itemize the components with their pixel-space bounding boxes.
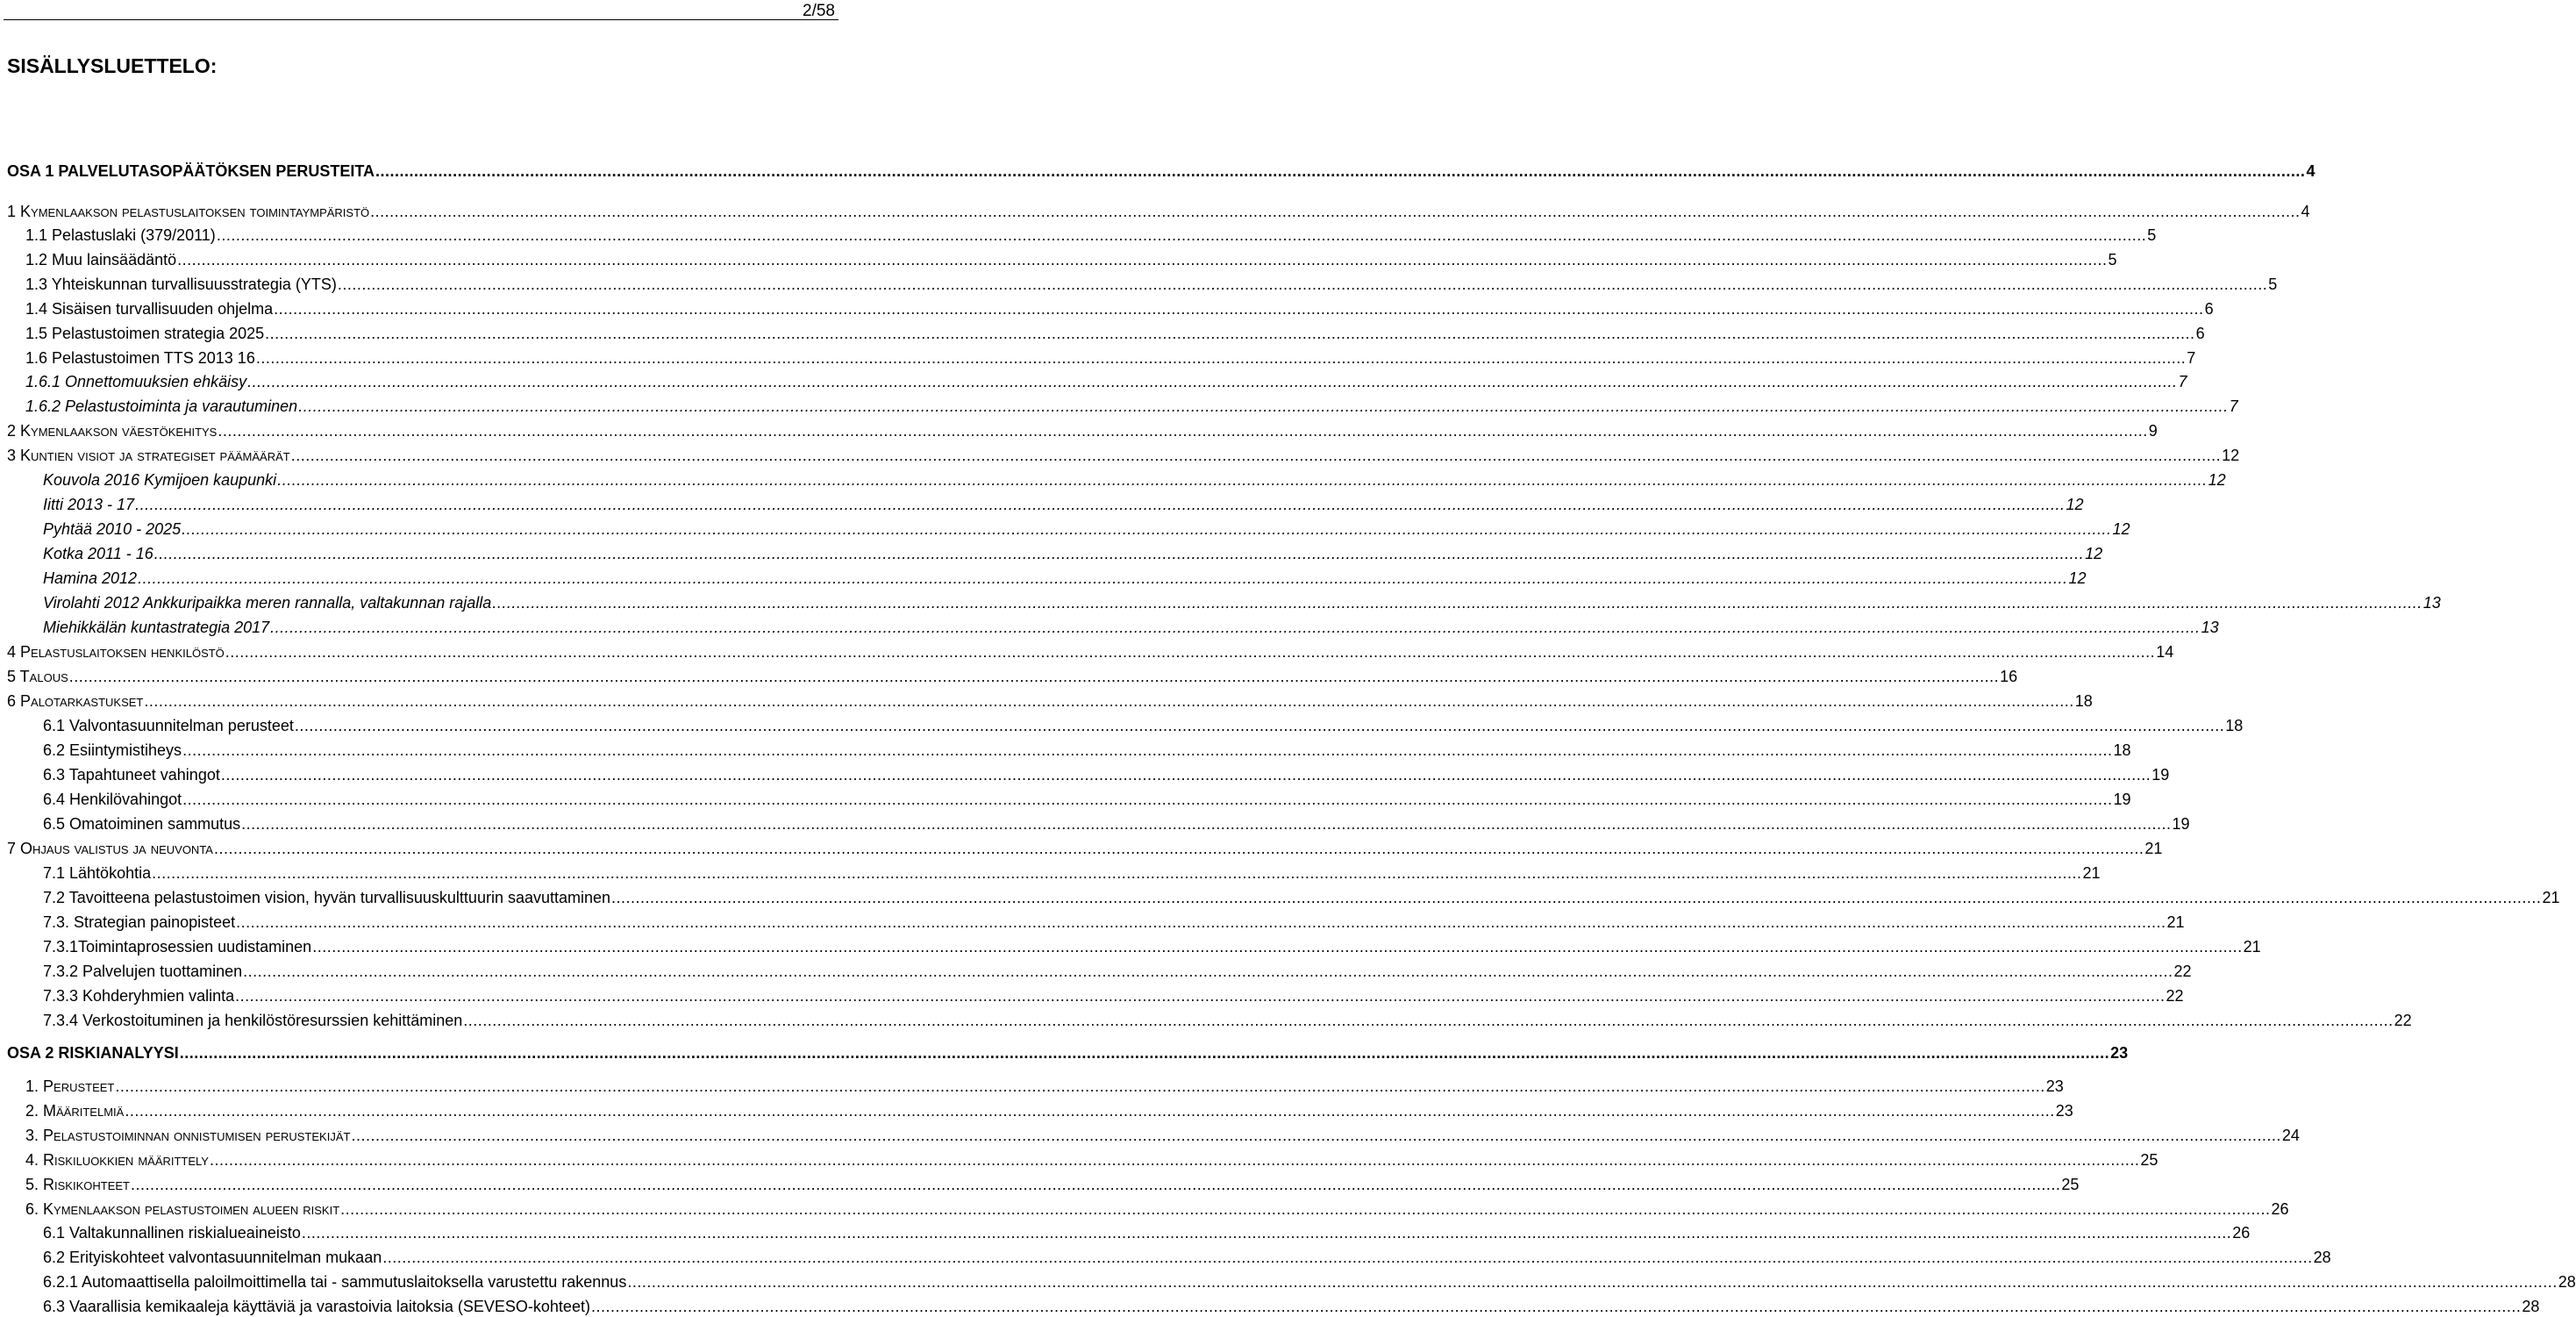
toc-entry[interactable] <box>0 1010 2412 1031</box>
toc-entry[interactable] <box>0 1042 2129 1063</box>
toc-entry-label: 4 Pelastuslaitoksen henkilöstö <box>7 643 225 661</box>
dot-leader: ................................................................................................................................................................................................................................................................................................................................................................................................................ <box>115 1077 2045 1095</box>
toc-entry-page: 18 <box>2113 741 2131 759</box>
toc-entry-label: 7.3.4 Verkostoituminen ja henkilöstöresurssien kehittäminen <box>43 1012 463 1029</box>
toc-entry[interactable] <box>0 494 2084 515</box>
toc-entry-page: 25 <box>2140 1151 2159 1169</box>
page-number: 2/58 <box>803 2 835 20</box>
toc-entry[interactable] <box>0 1076 2064 1097</box>
toc-entry-page: 5 <box>2268 276 2278 293</box>
toc-entry-page: 13 <box>2423 594 2441 612</box>
dot-leader: ................................................................................................................................................................................................................................................................................................................................................................................................................ <box>213 840 2144 857</box>
toc-entry[interactable] <box>0 617 2219 638</box>
toc-entry-page: 12 <box>2208 471 2226 489</box>
toc-entry[interactable] <box>0 764 2170 785</box>
dot-leader: ................................................................................................................................................................................................................................................................................................................................................................................................................ <box>382 1249 2313 1266</box>
toc-entry-page: 23 <box>2055 1102 2073 1120</box>
toc-entry-label: Iitti 2013 - 17 <box>43 496 135 513</box>
dot-leader: ................................................................................................................................................................................................................................................................................................................................................................................................................ <box>340 1200 2271 1218</box>
toc-entry-page: 28 <box>2522 1298 2540 1315</box>
toc-entry-page: 21 <box>2166 913 2185 931</box>
toc-entry-label: 6.4 Henkilövahingot <box>43 791 182 808</box>
dot-leader: ................................................................................................................................................................................................................................................................................................................................................................................................................ <box>177 251 2108 268</box>
toc-entry-page: 21 <box>2542 889 2560 906</box>
toc-entry[interactable] <box>0 1222 2251 1243</box>
toc-entry-label: 6.3 Vaarallisia kemikaaleja käyttäviä ja varastoivia laitoksia (SEVESO-kohteet) <box>43 1298 590 1315</box>
dot-leader: ................................................................................................................................................................................................................................................................................................................................................................................................................ <box>270 619 2201 636</box>
toc-entry-page: 26 <box>2271 1200 2289 1218</box>
header-rule <box>4 19 838 20</box>
dot-leader: ................................................................................................................................................................................................................................................................................................................................................................................................................ <box>235 987 2166 1005</box>
toc-entry-page: 18 <box>2074 692 2093 710</box>
toc-entry[interactable] <box>0 323 2205 344</box>
toc-entry-label: 5. Riskikohteet <box>25 1176 130 1193</box>
toc-entry-label: 1. Perusteet <box>25 1077 115 1095</box>
dot-leader: ................................................................................................................................................................................................................................................................................................................................................................................................................ <box>590 1298 2522 1315</box>
toc-entry[interactable] <box>0 469 2226 490</box>
toc-entry[interactable] <box>0 912 2185 933</box>
toc-entry-page: 23 <box>2045 1077 2064 1095</box>
toc-entry-label: 7.3.2 Palvelujen tuottaminen <box>43 963 243 980</box>
toc-entry-page: 5 <box>2147 226 2157 244</box>
toc-entry[interactable] <box>0 161 2316 182</box>
toc-entry[interactable] <box>0 568 2087 589</box>
toc-entry[interactable] <box>0 887 2560 908</box>
dot-leader: ................................................................................................................................................................................................................................................................................................................................................................................................................ <box>255 349 2187 367</box>
toc-entry-label: 6.2 Esiintymistiheys <box>43 741 182 759</box>
toc-entry-page: 21 <box>2082 864 2101 882</box>
dot-leader: ................................................................................................................................................................................................................................................................................................................................................................................................................ <box>241 815 2172 833</box>
toc-entry-page: 28 <box>2313 1249 2331 1266</box>
dot-leader: ................................................................................................................................................................................................................................................................................................................................................................................................................ <box>370 203 2301 220</box>
toc-entry[interactable] <box>0 985 2184 1006</box>
toc-entry-label: 3. Pelastustoiminnan onnistumisen perustekijät <box>25 1127 351 1144</box>
dot-leader: ................................................................................................................................................................................................................................................................................................................................................................................................................ <box>294 717 2225 734</box>
toc-entry-label: Kouvola 2016 Kymijoen kaupunki <box>43 471 277 489</box>
dot-leader: ................................................................................................................................................................................................................................................................................................................................................................................................................ <box>125 1102 2055 1120</box>
toc-entry-page: 12 <box>2068 569 2087 587</box>
toc-entry-label: 3 Kuntien visiot ja strategiset päämäärät <box>7 447 290 464</box>
toc-entry-label: 7 Ohjaus valistus ja neuvonta <box>7 840 213 857</box>
toc-entry[interactable] <box>0 249 2117 270</box>
toc-entry-label: 1 Kymenlaakson pelastuslaitoksen toimintaympäristö <box>7 203 370 220</box>
toc-entry-page: 5 <box>2108 251 2117 268</box>
toc-entry-page: 13 <box>2201 619 2219 636</box>
toc-entry-page: 12 <box>2085 545 2103 562</box>
toc-entry-label: 4. Riskiluokkien määrittely <box>25 1151 209 1169</box>
toc-entry-label: 7.3.1Toimintaprosessien uudistaminen <box>43 938 312 956</box>
toc-entry[interactable] <box>0 445 2240 466</box>
dot-leader: ................................................................................................................................................................................................................................................................................................................................................................................................................ <box>182 791 2113 808</box>
toc-entry[interactable] <box>0 789 2131 810</box>
toc-entry[interactable] <box>0 1125 2300 1146</box>
dot-leader: ................................................................................................................................................................................................................................................................................................................................................................................................................ <box>337 276 2268 293</box>
dot-leader: ................................................................................................................................................................................................................................................................................................................................................................................................................ <box>144 692 2074 710</box>
dot-leader: ................................................................................................................................................................................................................................................................................................................................................................................................................ <box>182 741 2113 759</box>
dot-leader: ................................................................................................................................................................................................................................................................................................................................................................................................................ <box>492 594 2423 612</box>
toc-entry-label: 6.1 Valvontasuunnitelman perusteet <box>43 717 294 734</box>
toc-entry[interactable] <box>0 961 2192 982</box>
dot-leader: ................................................................................................................................................................................................................................................................................................................................................................................................................ <box>152 864 2082 882</box>
toc-entry[interactable] <box>0 1100 2073 1121</box>
toc-entry[interactable] <box>0 396 2238 417</box>
toc-entry-page: 25 <box>2061 1176 2080 1193</box>
toc-entry-label: 7.1 Lähtökohtia <box>43 864 152 882</box>
dot-leader: ................................................................................................................................................................................................................................................................................................................................................................................................................ <box>135 496 2066 513</box>
toc-entry-label: OSA 2 RISKIANALYYSI <box>7 1044 179 1062</box>
toc-entry-label: 6.1 Valtakunnallinen riskialueaineisto <box>43 1224 301 1242</box>
toc-entry-page: 21 <box>2144 840 2163 857</box>
toc-entry[interactable] <box>0 225 2157 246</box>
dot-leader: ................................................................................................................................................................................................................................................................................................................................................................................................................ <box>182 520 2112 538</box>
toc-entry-label: 7.2 Tavoitteena pelastustoimen vision, hyvän turvallisuuskulttuurin saavuttaminen <box>43 889 611 906</box>
dot-leader: ................................................................................................................................................................................................................................................................................................................................................................................................................ <box>130 1176 2061 1193</box>
toc-entry[interactable] <box>0 201 2310 222</box>
toc-entry-label: 1.6.2 Pelastustoiminta ja varautuminen <box>25 397 298 415</box>
dot-leader: ................................................................................................................................................................................................................................................................................................................................................................................................................ <box>274 300 2204 318</box>
toc-entry-label: Pyhtää 2010 - 2025 <box>43 520 182 538</box>
toc-entry[interactable] <box>0 740 2131 761</box>
toc-entry-label: 1.5 Pelastustoimen strategia 2025 <box>25 325 265 342</box>
dot-leader: ................................................................................................................................................................................................................................................................................................................................................................................................................ <box>243 963 2173 980</box>
toc-entry-label: OSA 1 PALVELUTASOPÄÄTÖKSEN PERUSTEITA <box>7 162 375 180</box>
dot-leader: ................................................................................................................................................................................................................................................................................................................................................................................................................ <box>463 1012 2394 1029</box>
toc-entry-page: 26 <box>2232 1224 2251 1242</box>
dot-leader: ................................................................................................................................................................................................................................................................................................................................................................................................................ <box>138 569 2068 587</box>
toc-entry[interactable] <box>0 274 2278 295</box>
toc-entry[interactable] <box>0 715 2244 736</box>
toc-entry[interactable] <box>0 371 2187 392</box>
toc-entry-label: 6.2 Erityiskohteet valvontasuunnitelman mukaan <box>43 1249 382 1266</box>
toc-entry[interactable] <box>0 838 2163 859</box>
toc-entry-page: 28 <box>2558 1273 2576 1291</box>
toc-entry[interactable] <box>0 420 2158 441</box>
toc-entry-page: 6 <box>2204 300 2214 318</box>
toc-entry-label: 2 Kymenlaakson väestökehitys <box>7 422 218 440</box>
dot-leader: ................................................................................................................................................................................................................................................................................................................................................................................................................ <box>627 1273 2558 1291</box>
toc-entry-page: 19 <box>2172 815 2190 833</box>
toc-entry-label: 7.3.3 Kohderyhmien valinta <box>43 987 235 1005</box>
toc-entry-page: 22 <box>2394 1012 2412 1029</box>
dot-leader: ................................................................................................................................................................................................................................................................................................................................................................................................................ <box>153 545 2085 562</box>
toc-entry-label: 1.1 Pelastuslaki (379/2011) <box>25 226 216 244</box>
dot-leader: ................................................................................................................................................................................................................................................................................................................................................................................................................ <box>216 226 2147 244</box>
toc-entry-page: 14 <box>2156 643 2174 661</box>
toc-entry[interactable] <box>0 592 2441 613</box>
dot-leader: ................................................................................................................................................................................................................................................................................................................................................................................................................ <box>225 643 2156 661</box>
toc-entry-page: 7 <box>2187 349 2196 367</box>
dot-leader: ................................................................................................................................................................................................................................................................................................................................................................................................................ <box>312 938 2243 956</box>
toc-entry[interactable] <box>0 666 2018 687</box>
toc-entry[interactable] <box>0 543 2103 564</box>
dot-leader: ................................................................................................................................................................................................................................................................................................................................................................................................................ <box>68 668 2000 685</box>
dot-leader: ................................................................................................................................................................................................................................................................................................................................................................................................................ <box>220 766 2151 784</box>
dot-leader: ................................................................................................................................................................................................................................................................................................................................................................................................................ <box>375 162 2306 180</box>
toc-entry-page: 19 <box>2113 791 2131 808</box>
toc-title: SISÄLLYSLUETTELO: <box>7 54 218 77</box>
toc-entry-label: 2. Määritelmiä <box>25 1102 125 1120</box>
toc-entry-label: 6.5 Omatoiminen sammutus <box>43 815 241 833</box>
toc-entry-label: Virolahti 2012 Ankkuripaikka meren rannalla, valtakunnan rajalla <box>43 594 492 612</box>
toc-entry-page: 9 <box>2148 422 2158 440</box>
dot-leader: ................................................................................................................................................................................................................................................................................................................................................................................................................ <box>298 397 2229 415</box>
toc-entry-label: 1.3 Yhteiskunnan turvallisuusstrategia (YTS) <box>25 276 337 293</box>
toc-entry[interactable] <box>0 1174 2080 1195</box>
dot-leader: ................................................................................................................................................................................................................................................................................................................................................................................................................ <box>290 447 2222 464</box>
toc-entry-label: Miehikkälän kuntastrategia 2017 <box>43 619 270 636</box>
toc-entry-label: 6.2.1 Automaattisella paloilmoittimella tai - sammutuslaitoksella varustettu rakennus <box>43 1273 627 1291</box>
toc-entry-page: 7 <box>2178 373 2187 390</box>
toc-entry[interactable] <box>0 1271 2576 1292</box>
toc-entry[interactable] <box>0 813 2190 834</box>
dot-leader: ................................................................................................................................................................................................................................................................................................................................................................................................................ <box>179 1044 2110 1062</box>
toc-entry[interactable] <box>0 936 2261 957</box>
toc-entry-page: 18 <box>2225 717 2244 734</box>
toc-entry[interactable] <box>0 1296 2540 1317</box>
dot-leader: ................................................................................................................................................................................................................................................................................................................................................................................................................ <box>351 1127 2281 1144</box>
toc-entry[interactable] <box>0 1247 2331 1268</box>
toc-entry-page: 21 <box>2243 938 2261 956</box>
toc-entry-page: 12 <box>2066 496 2084 513</box>
toc-entry[interactable] <box>0 1149 2159 1170</box>
toc-entry-page: 4 <box>2306 162 2316 180</box>
toc-entry-page: 4 <box>2301 203 2310 220</box>
dot-leader: ................................................................................................................................................................................................................................................................................................................................................................................................................ <box>209 1151 2140 1169</box>
toc-entry-page: 16 <box>2000 668 2018 685</box>
toc-entry[interactable] <box>0 862 2101 884</box>
toc-entry-page: 6 <box>2195 325 2205 342</box>
toc-entry[interactable] <box>0 1199 2289 1220</box>
toc-entry-page: 19 <box>2151 766 2170 784</box>
toc-entry-page: 7 <box>2229 397 2238 415</box>
toc-entry-page: 22 <box>2166 987 2184 1005</box>
toc-entry-label: Hamina 2012 <box>43 569 138 587</box>
toc-entry-label: 6 Palotarkastukset <box>7 692 144 710</box>
toc-entry[interactable] <box>0 298 2214 319</box>
dot-leader: ................................................................................................................................................................................................................................................................................................................................................................................................................ <box>301 1224 2232 1242</box>
dot-leader: ................................................................................................................................................................................................................................................................................................................................................................................................................ <box>265 325 2195 342</box>
toc-entry[interactable] <box>0 347 2196 369</box>
dot-leader: ................................................................................................................................................................................................................................................................................................................................................................................................................ <box>218 422 2148 440</box>
toc-entry-label: 6. Kymenlaakson pelastustoimen alueen riskit <box>25 1200 340 1218</box>
toc-entry-label: 6.3 Tapahtuneet vahingot <box>43 766 220 784</box>
toc-entry-label: 1.2 Muu lainsäädäntö <box>25 251 177 268</box>
toc-entry-page: 12 <box>2112 520 2130 538</box>
dot-leader: ................................................................................................................................................................................................................................................................................................................................................................................................................ <box>277 471 2208 489</box>
toc-entry-label: 7.3. Strategian painopisteet <box>43 913 236 931</box>
toc-entry-page: 24 <box>2281 1127 2300 1144</box>
toc-entry[interactable] <box>0 519 2130 540</box>
toc-entry-page: 22 <box>2173 963 2192 980</box>
dot-leader: ................................................................................................................................................................................................................................................................................................................................................................................................................ <box>611 889 2542 906</box>
toc-entry-label: 1.4 Sisäisen turvallisuuden ohjelma <box>25 300 274 318</box>
dot-leader: ................................................................................................................................................................................................................................................................................................................................................................................................................ <box>236 913 2166 931</box>
toc-entry-page: 12 <box>2222 447 2240 464</box>
toc-entry-label: Kotka 2011 - 16 <box>43 545 153 562</box>
toc-entry-label: 5 Talous <box>7 668 68 685</box>
toc-entry-page: 23 <box>2110 1044 2129 1062</box>
toc-entry[interactable] <box>0 641 2174 662</box>
dot-leader: ................................................................................................................................................................................................................................................................................................................................................................................................................ <box>247 373 2178 390</box>
toc-entry-label: 1.6 Pelastustoimen TTS 2013 16 <box>25 349 255 367</box>
toc-entry-label: 1.6.1 Onnettomuuksien ehkäisy <box>25 373 247 390</box>
toc-entry[interactable] <box>0 691 2093 712</box>
